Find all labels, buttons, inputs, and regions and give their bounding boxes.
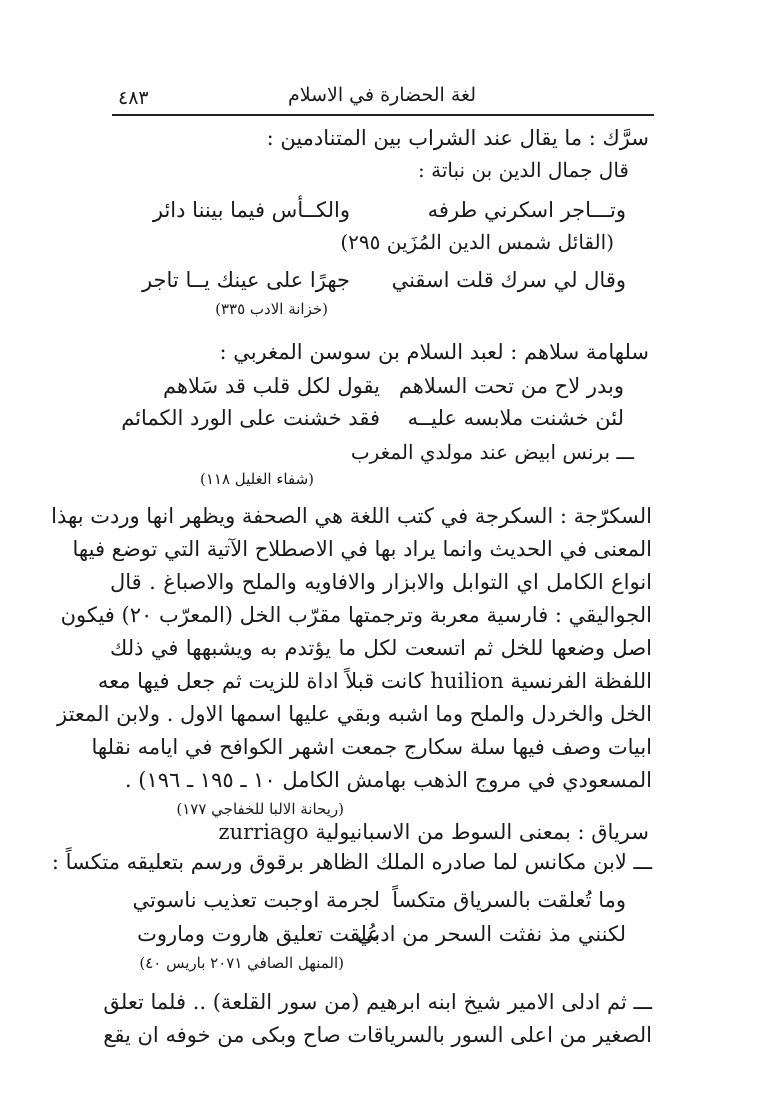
entry-sirbaq-line: ـــ لابن مكانس لما صادره الملك الظاهر برقوق ورسم بتعليقه متكساً : bbox=[51, 850, 652, 874]
paragraph-line: السكرّجة : السكرجة في كتب اللغة هي الصحفة ويظهر انها وردت بهذا bbox=[51, 504, 652, 528]
verse-hemistich: لئن خشنت ملابسه عليــه bbox=[407, 406, 624, 430]
paragraph-line: المسعودي في مروج الذهب بهامش الكامل ١٠ ـ ١٩٥ ـ ١٩٦) . bbox=[124, 768, 652, 792]
entry-sirbaq-heading: سرياق : بمعنى السوط من الاسبانيولية zurriago bbox=[218, 820, 649, 844]
verse-hemistich: وبدر لاح من تحت السلاهم bbox=[398, 374, 624, 398]
paragraph-line: الخل والخردل والملح وما اشبه وبقي عليها اسمها الاول . ولابن المعتز bbox=[56, 702, 652, 726]
paragraph-line: ـــ ثم ادلى الامير شيخ ابنه ابرهيم (من سور القلعة) .. فلما تعلق bbox=[103, 990, 652, 1014]
verse-hemistich: وما تُعلقت بالسرياق متكساً bbox=[392, 888, 626, 912]
verse-hemistich: جهرًا على عينك يــا تاجر bbox=[141, 268, 350, 292]
paragraph-line: ابيات وصف فيها سلة سكارج جمعت اشهر الكوافح في ايامه نقلها bbox=[91, 735, 652, 759]
header-rule bbox=[112, 114, 654, 116]
citation: (المنهل الصافي ٢٠٧١ باريس ٤٠) bbox=[139, 954, 344, 972]
verse-hemistich: عُلقت تعليق هاروت وماروت bbox=[137, 922, 380, 946]
page-number: ٤٨٣ bbox=[118, 87, 149, 109]
citation: (القائل شمس الدين المُزَين ٢٩٥) bbox=[340, 230, 614, 254]
verse-hemistich: لجرمة اوجبت تعذيب ناسوتي bbox=[132, 888, 380, 912]
paragraph-line: الجواليقي : فارسية معربة وترجمتها مقرّب الخل (المعرّب ٢٠) فيكون bbox=[60, 603, 652, 627]
citation: (ريحانة الالبا للخفاجي ١٧٧) bbox=[176, 800, 344, 818]
verse-hemistich: فقد خشنت على الورد الكمائم bbox=[121, 406, 380, 430]
entry-salhama-heading: سلهامة سلاهم : لعبد السلام بن سوسن المغربي : bbox=[219, 340, 649, 364]
paragraph-line: انواع الكامل اي التوابل والابزار والافاويه والملح والاصباغ . قال bbox=[110, 570, 652, 594]
verse-hemistich: وقال لي سرك قلت اسقني bbox=[391, 268, 626, 292]
verse-hemistich: وتـــاجر اسكرني طرفه bbox=[427, 198, 626, 222]
paragraph-line: اللفظة الفرنسية huilion كانت قبلاً اداة للزيت ثم جعل فيها معه bbox=[97, 669, 652, 693]
paragraph-line: الصغير من اعلى السور بالسرياقات صاح وبكى من خوفه ان يقع bbox=[103, 1023, 652, 1047]
verse-hemistich: يقول لكل قلب قد سَلاهم bbox=[162, 374, 380, 398]
citation: (شفاء الغليل ١١٨) bbox=[199, 470, 314, 488]
verse-hemistich: والكــأس فيما بيننا دائر bbox=[152, 198, 350, 222]
citation: (خزانة الادب ٣٣٥) bbox=[215, 300, 328, 318]
running-head-title: لغة الحضارة في الاسلام bbox=[287, 84, 477, 106]
paragraph-line: المعنى في الحديث وانما يراد بها في الاصطلاح الآتية التي توضع فيها bbox=[72, 537, 652, 561]
verse-hemistich: لكنني مذ نفثت السحر من ادبي bbox=[356, 922, 626, 946]
paragraph-line: اصل وضعها للخل ثم اتسعت لكل ما يؤتدم به ويشبهها في ذلك bbox=[110, 636, 652, 660]
entry-sirk-intro: قال جمال الدين بن نباتة : bbox=[418, 158, 629, 182]
entry-sirk-heading: سرَّك : ما يقال عند الشراب بين المتنادمين : bbox=[266, 126, 649, 150]
entry-salhama-line: ـــ برنس ابيض عند مولدي المغرب bbox=[350, 440, 634, 464]
